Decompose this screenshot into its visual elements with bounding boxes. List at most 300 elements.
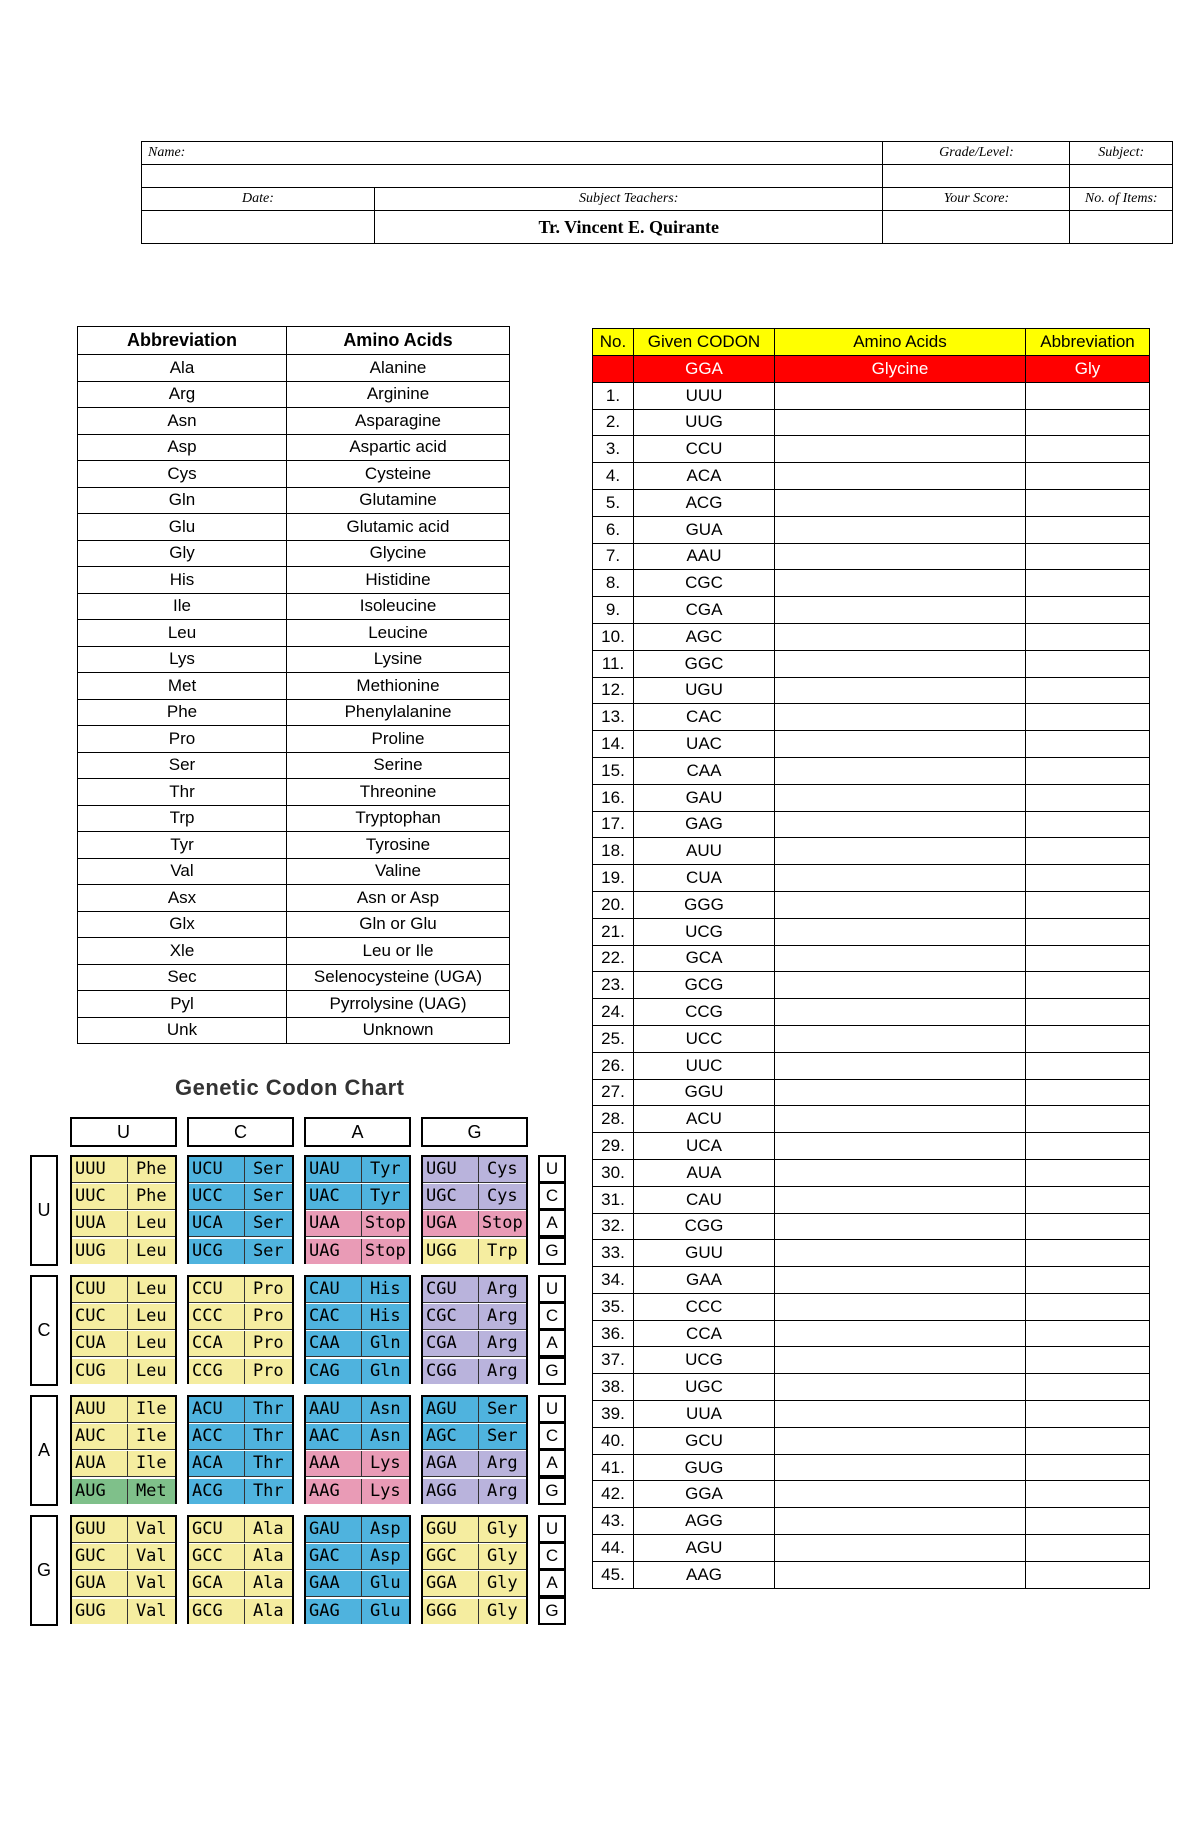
abbr-code: Arg [78,381,287,408]
codon-amino-acid: Ala [252,1519,284,1539]
ws-number: 29. [593,1133,634,1160]
amino-acid-name: Selenocysteine (UGA) [287,964,510,991]
codon-amino-acid: Val [135,1546,167,1567]
abbr-code: Cys [78,461,287,488]
ws-amino-acid-answer[interactable] [775,1293,1026,1320]
codon-amino-acid: Cys [486,1186,518,1207]
ws-row [593,677,1150,704]
ws-amino-acid-answer[interactable] [775,891,1026,918]
codon-amino-acid: Gly [486,1519,518,1539]
ws-codon: GAU [634,784,775,811]
ws-amino-acid-answer[interactable] [775,1052,1026,1079]
codon-amino-acid: Val [135,1600,167,1621]
abbr-row [78,858,510,885]
codon-cell [72,1211,175,1237]
ws-amino-acid-answer[interactable] [775,972,1026,999]
codon-triplet: CGG [423,1359,479,1384]
codon-amino-acid: Cys [486,1159,518,1179]
abbr-code: Pyl [78,991,287,1018]
ws-amino-acid-answer[interactable] [775,945,1026,972]
abbr-row [78,885,510,912]
ws-row [593,865,1150,892]
codon-row-C: C [30,1275,58,1386]
ws-number: 21. [593,918,634,945]
ws-row [593,945,1150,972]
ws-abbreviation-answer[interactable] [1026,1133,1150,1160]
ws-amino-acid-answer[interactable] [775,436,1026,463]
abbr-row [78,673,510,700]
codon-amino-acid: Gln [369,1333,401,1354]
codon-triplet: CUC [72,1304,128,1329]
grade-field[interactable] [883,165,1070,188]
codon-triplet: GGU [423,1517,479,1542]
codon-triplet: UCC [189,1184,245,1209]
codon-cell [72,1184,175,1210]
abbr-row [78,699,510,726]
ws-abbreviation-answer[interactable] [1026,865,1150,892]
ws-row [593,1535,1150,1562]
codon-amino-acid: Pro [252,1279,284,1299]
codon-cell [423,1451,526,1477]
ws-abbreviation-answer[interactable] [1026,1052,1150,1079]
abbr-row [78,752,510,779]
third-base-U: U [538,1395,566,1423]
ws-amino-acid-answer[interactable] [775,811,1026,838]
ws-amino-acid-answer[interactable] [775,1320,1026,1347]
ws-number: 36. [593,1320,634,1347]
ws-codon: CUA [634,865,775,892]
ws-amino-acid-answer[interactable] [775,838,1026,865]
ws-row [593,1133,1150,1160]
ws-abbreviation-answer[interactable] [1026,597,1150,624]
ws-abbreviation-answer[interactable] [1026,1025,1150,1052]
codon-amino-acid: Gly [486,1573,518,1594]
ws-codon: ACA [634,463,775,490]
codon-cell [306,1424,409,1450]
ws-number: 28. [593,1106,634,1133]
ws-amino-acid-answer[interactable] [775,999,1026,1026]
codon-cell [306,1331,409,1357]
ws-number: 42. [593,1481,634,1508]
codon-cell [189,1599,292,1624]
ws-number: 15. [593,757,634,784]
ws-number: 30. [593,1159,634,1186]
ws-amino-acid-answer[interactable] [775,757,1026,784]
codon-triplet: UCU [189,1157,245,1182]
ws-codon: GAG [634,811,775,838]
codon-amino-acid: Ser [486,1399,518,1419]
ws-abbreviation-answer[interactable] [1026,436,1150,463]
codon-triplet: AGA [423,1451,479,1476]
amino-acid-name: Histidine [287,567,510,594]
ws-abbreviation-answer[interactable] [1026,731,1150,758]
ws-amino-acid-answer[interactable] [775,865,1026,892]
ws-row [593,1186,1150,1213]
ws-codon: UUC [634,1052,775,1079]
ws-abbreviation-answer[interactable] [1026,677,1150,704]
abbr-code: Asn [78,408,287,435]
ws-amino-acid-answer[interactable] [775,1535,1026,1562]
ws-abbreviation-answer[interactable] [1026,409,1150,436]
ws-row [593,891,1150,918]
ws-abbreviation-answer[interactable] [1026,1106,1150,1133]
ws-codon: GUG [634,1454,775,1481]
ws-codon: AGC [634,623,775,650]
ws-abbreviation-answer[interactable] [1026,1347,1150,1374]
ws-abbreviation-answer[interactable] [1026,891,1150,918]
ws-amino-acid-answer[interactable] [775,597,1026,624]
abbr-row [78,408,510,435]
ws-codon: CCU [634,436,775,463]
ws-row [593,543,1150,570]
codon-cell [189,1571,292,1597]
ws-amino-acid-answer[interactable] [775,1508,1026,1535]
ws-number: 17. [593,811,634,838]
ws-codon: GGA [634,1481,775,1508]
ws-number: 33. [593,1240,634,1267]
ws-amino-acid-answer[interactable] [775,1561,1026,1588]
ws-codon: GGC [634,650,775,677]
ws-row [593,597,1150,624]
ws-codon: ACG [634,489,775,516]
ws-number: 39. [593,1401,634,1428]
codon-cell [423,1331,526,1357]
ws-codon: CCG [634,999,775,1026]
codon-amino-acid: Phe [135,1186,167,1207]
ws-row [593,757,1150,784]
codon-amino-acid: Ser [252,1186,284,1207]
ws-abbreviation-answer[interactable] [1026,1561,1150,1588]
codon-cell [189,1331,292,1357]
ws-number: 31. [593,1186,634,1213]
ws-codon: UUG [634,409,775,436]
ws-sample-cell: GGA [634,356,775,383]
codon-triplet: CCA [189,1331,245,1356]
codon-amino-acid: Gln [369,1360,401,1381]
abbr-row [78,567,510,594]
ws-row [593,570,1150,597]
codon-amino-acid: Ala [252,1573,284,1594]
ws-row [593,1454,1150,1481]
codon-amino-acid: Thr [252,1399,284,1419]
score-field[interactable] [883,211,1070,244]
ws-number: 25. [593,1025,634,1052]
codon-triplet: GGA [423,1571,479,1596]
codon-cell [189,1359,292,1384]
ws-amino-acid-answer[interactable] [775,516,1026,543]
codon-cell [72,1239,175,1264]
ws-abbreviation-answer[interactable] [1026,1535,1150,1562]
abbr-code: Leu [78,620,287,647]
codon-amino-acid: Thr [252,1480,284,1501]
ws-amino-acid-answer[interactable] [775,1133,1026,1160]
codon-triplet: GCC [189,1544,245,1569]
codon-triplet: AAA [306,1451,362,1476]
ws-row [593,1481,1150,1508]
ws-amino-acid-answer[interactable] [775,623,1026,650]
ws-amino-acid-answer[interactable] [775,731,1026,758]
items-field[interactable] [1070,211,1173,244]
ws-amino-acid-answer[interactable] [775,463,1026,490]
ws-codon: AAG [634,1561,775,1588]
codon-amino-acid: Arg [486,1279,518,1299]
ws-abbreviation-answer[interactable] [1026,704,1150,731]
ws-amino-acid-answer[interactable] [775,1267,1026,1294]
codon-triplet: GAU [306,1517,362,1542]
codon-amino-acid: Ser [252,1159,284,1179]
amino-acid-name: Methionine [287,673,510,700]
ws-amino-acid-answer[interactable] [775,1347,1026,1374]
ws-amino-acid-answer[interactable] [775,1159,1026,1186]
ws-row [593,1561,1150,1588]
codon-cell [423,1424,526,1450]
codon-amino-acid: Pro [252,1306,284,1327]
ws-number: 7. [593,543,634,570]
codon-cell [72,1571,175,1597]
ws-amino-acid-answer[interactable] [775,489,1026,516]
ws-row [593,409,1150,436]
codon-amino-acid: Ala [252,1546,284,1567]
ws-amino-acid-answer[interactable] [775,918,1026,945]
codon-triplet: CCG [189,1359,245,1384]
codon-cell [189,1424,292,1450]
ws-codon: UCG [634,1347,775,1374]
ws-abbreviation-answer[interactable] [1026,1374,1150,1401]
abbr-row [78,805,510,832]
ws-amino-acid-answer[interactable] [775,409,1026,436]
ws-row [593,382,1150,409]
ws-amino-acid-answer[interactable] [775,784,1026,811]
ws-number: 19. [593,865,634,892]
codon-column-C: C [187,1117,294,1147]
ws-abbreviation-answer[interactable] [1026,1481,1150,1508]
ws-amino-acid-answer[interactable] [775,1079,1026,1106]
codon-cell [72,1451,175,1477]
codon-cell [306,1397,409,1423]
codon-triplet: CGC [423,1304,479,1329]
ws-abbreviation-answer[interactable] [1026,811,1150,838]
ws-amino-acid-answer[interactable] [775,382,1026,409]
ws-amino-acid-answer[interactable] [775,1240,1026,1267]
codon-cell [189,1277,292,1303]
abbr-code: Unk [78,1017,287,1044]
codon-cell [306,1599,409,1624]
name-field[interactable] [142,165,883,188]
codon-column-G: G [421,1117,528,1147]
amino-acid-name: Threonine [287,779,510,806]
ws-abbreviation-answer[interactable] [1026,382,1150,409]
codon-cell [189,1544,292,1570]
codon-cell [189,1451,292,1477]
ws-abbreviation-answer[interactable] [1026,489,1150,516]
ws-codon: GCG [634,972,775,999]
codon-triplet: ACC [189,1424,245,1449]
ws-codon: AGU [634,1535,775,1562]
ws-sample-cell [593,356,634,383]
abbr-code: Asx [78,885,287,912]
abbr-header-0: Abbreviation [78,327,287,355]
ws-abbreviation-answer[interactable] [1026,1079,1150,1106]
abbr-code: Tyr [78,832,287,859]
codon-amino-acid: Val [135,1573,167,1594]
abbr-code: Phe [78,699,287,726]
codon-amino-acid: Asn [369,1426,401,1447]
abbr-row [78,381,510,408]
ws-abbreviation-answer[interactable] [1026,1159,1150,1186]
ws-number: 34. [593,1267,634,1294]
ws-row [593,1320,1150,1347]
ws-row [593,704,1150,731]
ws-number: 1. [593,382,634,409]
ws-abbreviation-answer[interactable] [1026,463,1150,490]
codon-cell [423,1211,526,1237]
codon-triplet: GUU [72,1517,128,1542]
ws-abbreviation-answer[interactable] [1026,1401,1150,1428]
ws-number: 43. [593,1508,634,1535]
third-base-G: G [538,1597,566,1625]
codon-amino-acid: Ile [135,1399,167,1419]
codon-amino-acid: His [369,1306,401,1327]
ws-amino-acid-answer[interactable] [775,1025,1026,1052]
ws-row [593,1052,1150,1079]
codon-cell [72,1157,175,1183]
ws-row [593,999,1150,1026]
codon-triplet: CAU [306,1277,362,1302]
ws-abbreviation-answer[interactable] [1026,1454,1150,1481]
ws-abbreviation-answer[interactable] [1026,1186,1150,1213]
subject-field[interactable] [1070,165,1173,188]
third-base-C: C [538,1302,566,1330]
third-base-G: G [538,1477,566,1505]
ws-abbreviation-answer[interactable] [1026,838,1150,865]
codon-amino-acid: Ser [486,1426,518,1447]
date-field[interactable] [142,211,375,244]
codon-triplet: AUA [72,1451,128,1476]
amino-acid-name: Asparagine [287,408,510,435]
ws-abbreviation-answer[interactable] [1026,757,1150,784]
ws-abbreviation-answer[interactable] [1026,1293,1150,1320]
ws-amino-acid-answer[interactable] [775,1454,1026,1481]
codon-cell [72,1304,175,1330]
ws-codon: AUA [634,1159,775,1186]
ws-amino-acid-answer[interactable] [775,1401,1026,1428]
codon-triplet: CUA [72,1331,128,1356]
ws-amino-acid-answer[interactable] [775,677,1026,704]
ws-abbreviation-answer[interactable] [1026,945,1150,972]
codon-amino-acid: Glu [369,1573,401,1594]
codon-amino-acid: Pro [252,1360,284,1381]
ws-abbreviation-answer[interactable] [1026,570,1150,597]
abbr-code: Val [78,858,287,885]
codon-cell [189,1239,292,1264]
ws-amino-acid-answer[interactable] [775,1481,1026,1508]
codon-amino-acid: Gly [486,1600,518,1621]
codon-column-U: U [70,1117,177,1147]
ws-codon: CGG [634,1213,775,1240]
ws-abbreviation-answer[interactable] [1026,1267,1150,1294]
abbr-code: Pro [78,726,287,753]
ws-codon: UUA [634,1401,775,1428]
abbr-row [78,434,510,461]
ws-amino-acid-answer[interactable] [775,1427,1026,1454]
ws-number: 6. [593,516,634,543]
codon-cell [306,1157,409,1183]
ws-abbreviation-answer[interactable] [1026,918,1150,945]
codon-triplet: AGG [423,1479,479,1504]
ws-abbreviation-answer[interactable] [1026,516,1150,543]
ws-amino-acid-answer[interactable] [775,1186,1026,1213]
abbr-row [78,1017,510,1044]
ws-abbreviation-answer[interactable] [1026,784,1150,811]
codon-triplet: UCA [189,1211,245,1236]
codon-amino-acid: Asp [369,1519,401,1539]
ws-sample-cell: Glycine [775,356,1026,383]
codon-triplet: CGA [423,1331,479,1356]
abbr-code: Ala [78,355,287,382]
abbr-code: Glu [78,514,287,541]
ws-number: 40. [593,1427,634,1454]
ws-amino-acid-answer[interactable] [775,704,1026,731]
ws-abbreviation-answer[interactable] [1026,623,1150,650]
codon-cell [306,1359,409,1384]
codon-triplet: GCU [189,1517,245,1542]
codon-triplet: ACG [189,1479,245,1504]
abbr-header-1: Amino Acids [287,327,510,355]
ws-number: 44. [593,1535,634,1562]
ws-abbreviation-answer[interactable] [1026,972,1150,999]
ws-number: 45. [593,1561,634,1588]
codon-triplet: UGU [423,1157,479,1182]
ws-row [593,1106,1150,1133]
codon-amino-acid: Leu [135,1306,167,1327]
ws-abbreviation-answer[interactable] [1026,1427,1150,1454]
ws-number: 35. [593,1293,634,1320]
ws-amino-acid-answer[interactable] [775,570,1026,597]
third-base-U: U [538,1515,566,1543]
codon-cell [72,1479,175,1504]
ws-row [593,1374,1150,1401]
codon-cell [72,1544,175,1570]
ws-amino-acid-answer[interactable] [775,1213,1026,1240]
ws-amino-acid-answer[interactable] [775,650,1026,677]
ws-abbreviation-answer[interactable] [1026,1240,1150,1267]
ws-abbreviation-answer[interactable] [1026,650,1150,677]
codon-triplet: AAU [306,1397,362,1422]
teachers-label: Subject Teachers: [375,188,883,211]
ws-abbreviation-answer[interactable] [1026,999,1150,1026]
ws-amino-acid-answer[interactable] [775,1106,1026,1133]
ws-codon: GGU [634,1079,775,1106]
codon-triplet: UAU [306,1157,362,1182]
ws-amino-acid-answer[interactable] [775,543,1026,570]
ws-abbreviation-answer[interactable] [1026,543,1150,570]
ws-abbreviation-answer[interactable] [1026,1320,1150,1347]
ws-codon: GUA [634,516,775,543]
codon-amino-acid: Arg [486,1360,518,1381]
ws-amino-acid-answer[interactable] [775,1374,1026,1401]
codon-cell [423,1397,526,1423]
ws-row [593,650,1150,677]
ws-number: 12. [593,677,634,704]
name-label: Name: [142,142,883,165]
codon-cell [189,1157,292,1183]
third-base-U: U [538,1155,566,1183]
codon-amino-acid: Tyr [369,1186,401,1207]
amino-acid-name: Aspartic acid [287,434,510,461]
ws-abbreviation-answer[interactable] [1026,1508,1150,1535]
ws-number: 4. [593,463,634,490]
ws-abbreviation-answer[interactable] [1026,1213,1150,1240]
